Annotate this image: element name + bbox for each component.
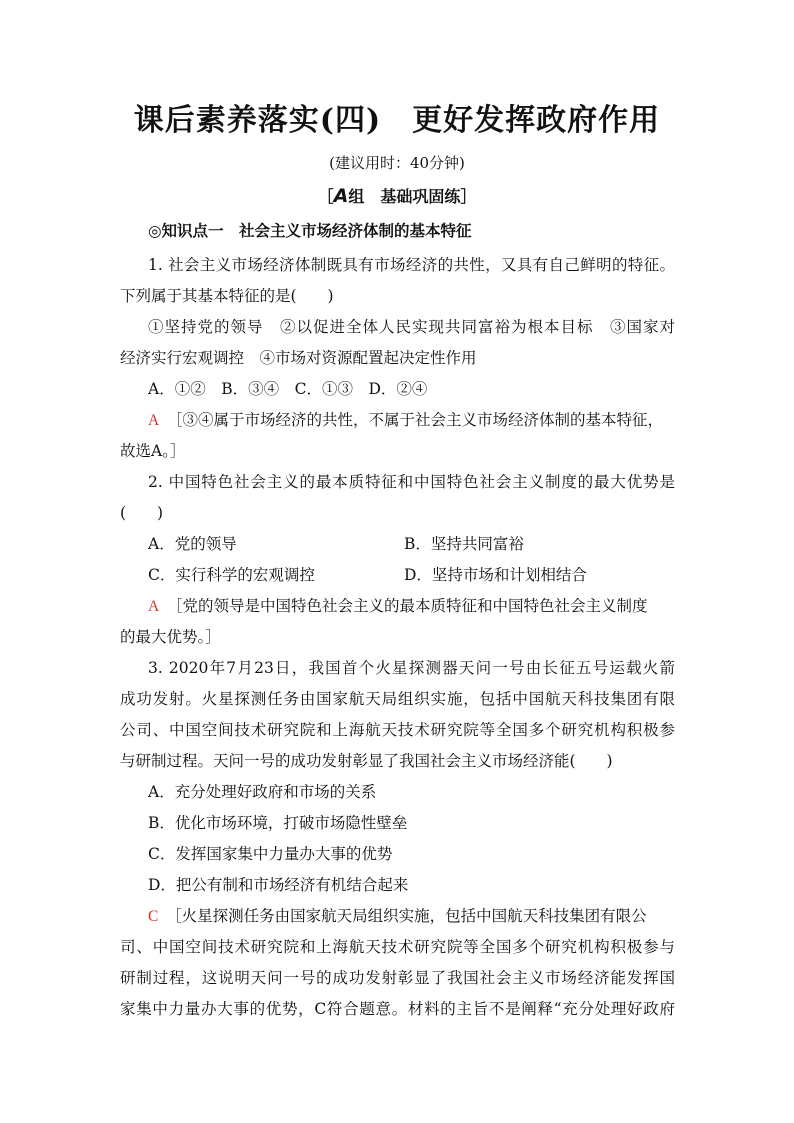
q3-option-b: B．优化市场环境，打破市场隐性壁垒 (148, 814, 408, 832)
group-label: 组 基础巩固练］ (348, 187, 477, 206)
q2-option-c: C．实行科学的宏观调控 (148, 566, 315, 584)
q1-explanation-line-2: 故选A。］ (120, 442, 186, 460)
q3-explanation-line-3: 研制过程，这说明天问一号的成功发射彰显了我国社会主义市场经济能发挥国 (120, 969, 675, 987)
q3-option-c: C．发挥国家集中力量办大事的优势 (148, 845, 393, 863)
q2-option-b: B．坚持共同富裕 (404, 535, 524, 553)
q1-stem-line-1: 1. 社会主义市场经济体制既具有市场经济的共性，又具有自己鲜明的特征。 (148, 256, 675, 274)
q3-option-a: A．充分处理好政府和市场的关系 (148, 783, 377, 801)
q3-stem-line-4: 与研制过程。天问一号的成功发射彰显了我国社会主义市场经济能( ) (120, 752, 613, 770)
q2-options-row-2 (148, 565, 675, 585)
q3-stem-line-2: 成功发射。火星探测任务由国家航天局组织实施，包括中国航天科技集团有限 (120, 690, 675, 708)
q3-stem-line-3: 公司、中国空间技术研究院和上海航天技术研究院等全国多个研究机构积极参 (120, 721, 675, 739)
q2-stem-line-2: ( ) (120, 504, 164, 522)
q3-answer: C (148, 908, 159, 925)
q2-explanation-line-1 (148, 596, 675, 617)
page-title: 课后素养落实(四) 更好发挥政府作用 (133, 103, 661, 138)
q1-answer: A (148, 412, 160, 429)
knowledge-point-heading: ◎知识点一 社会主义市场经济体制的基本特征 (148, 221, 472, 240)
q1-items-line-2: 经济实行宏观调控 ④市场对资源配置起决定性作用 (120, 349, 477, 367)
q3-stem-line-1: 3. 2020年7月23日，我国首个火星探测器天问一号由长征五号运载火箭 (148, 659, 675, 677)
q2-answer: A (148, 598, 160, 615)
q3-explanation-line-2: 司、中国空间技术研究院和上海航天技术研究院等全国多个研究机构积极参与 (120, 938, 675, 956)
q1-stem-line-2: 下列属于其基本特征的是( ) (120, 287, 334, 305)
time-note: (建议用时：40分钟) (329, 154, 465, 172)
q2-option-d: D．坚持市场和计划相结合 (404, 566, 587, 584)
q3-explanation-line-4: 家集中力量办大事的优势，C符合题意。材料的主旨不是阐释“充分处理好政府 (120, 1000, 675, 1018)
group-letter: A (333, 185, 349, 207)
q2-option-a: A．党的领导 (148, 535, 237, 553)
q2-options-row-1 (148, 534, 675, 554)
q1-explanation-line-1 (148, 410, 675, 431)
q3-explanation-text: ［火星探测任务由国家航天局组织实施，包括中国航天科技集团有限公 (173, 907, 647, 925)
q2-explanation-line-2: 的最大优势。］ (120, 628, 221, 646)
q1-options: A．①② B．③④ C．①③ D．②④ (148, 380, 428, 398)
q1-items-line-1: ①坚持党的领导 ②以促进全体人民实现共同富裕为根本目标 ③国家对 (148, 318, 675, 336)
q2-stem-line-1: 2. 中国特色社会主义的最本质特征和中国特色社会主义制度的最大优势是 (148, 473, 675, 491)
q3-explanation-line-1 (148, 906, 675, 927)
q3-option-d: D．把公有制和市场经济有机结合起来 (148, 876, 409, 894)
q2-explanation-text: ［党的领导是中国特色社会主义的最本质特征和中国特色社会主义制度 (174, 597, 648, 615)
group-heading (0, 184, 794, 207)
group-bracket: ［ (317, 187, 334, 206)
q1-explanation-text: ［③④属于市场经济的共性，不属于社会主义市场经济体制的基本特征， (174, 411, 663, 429)
